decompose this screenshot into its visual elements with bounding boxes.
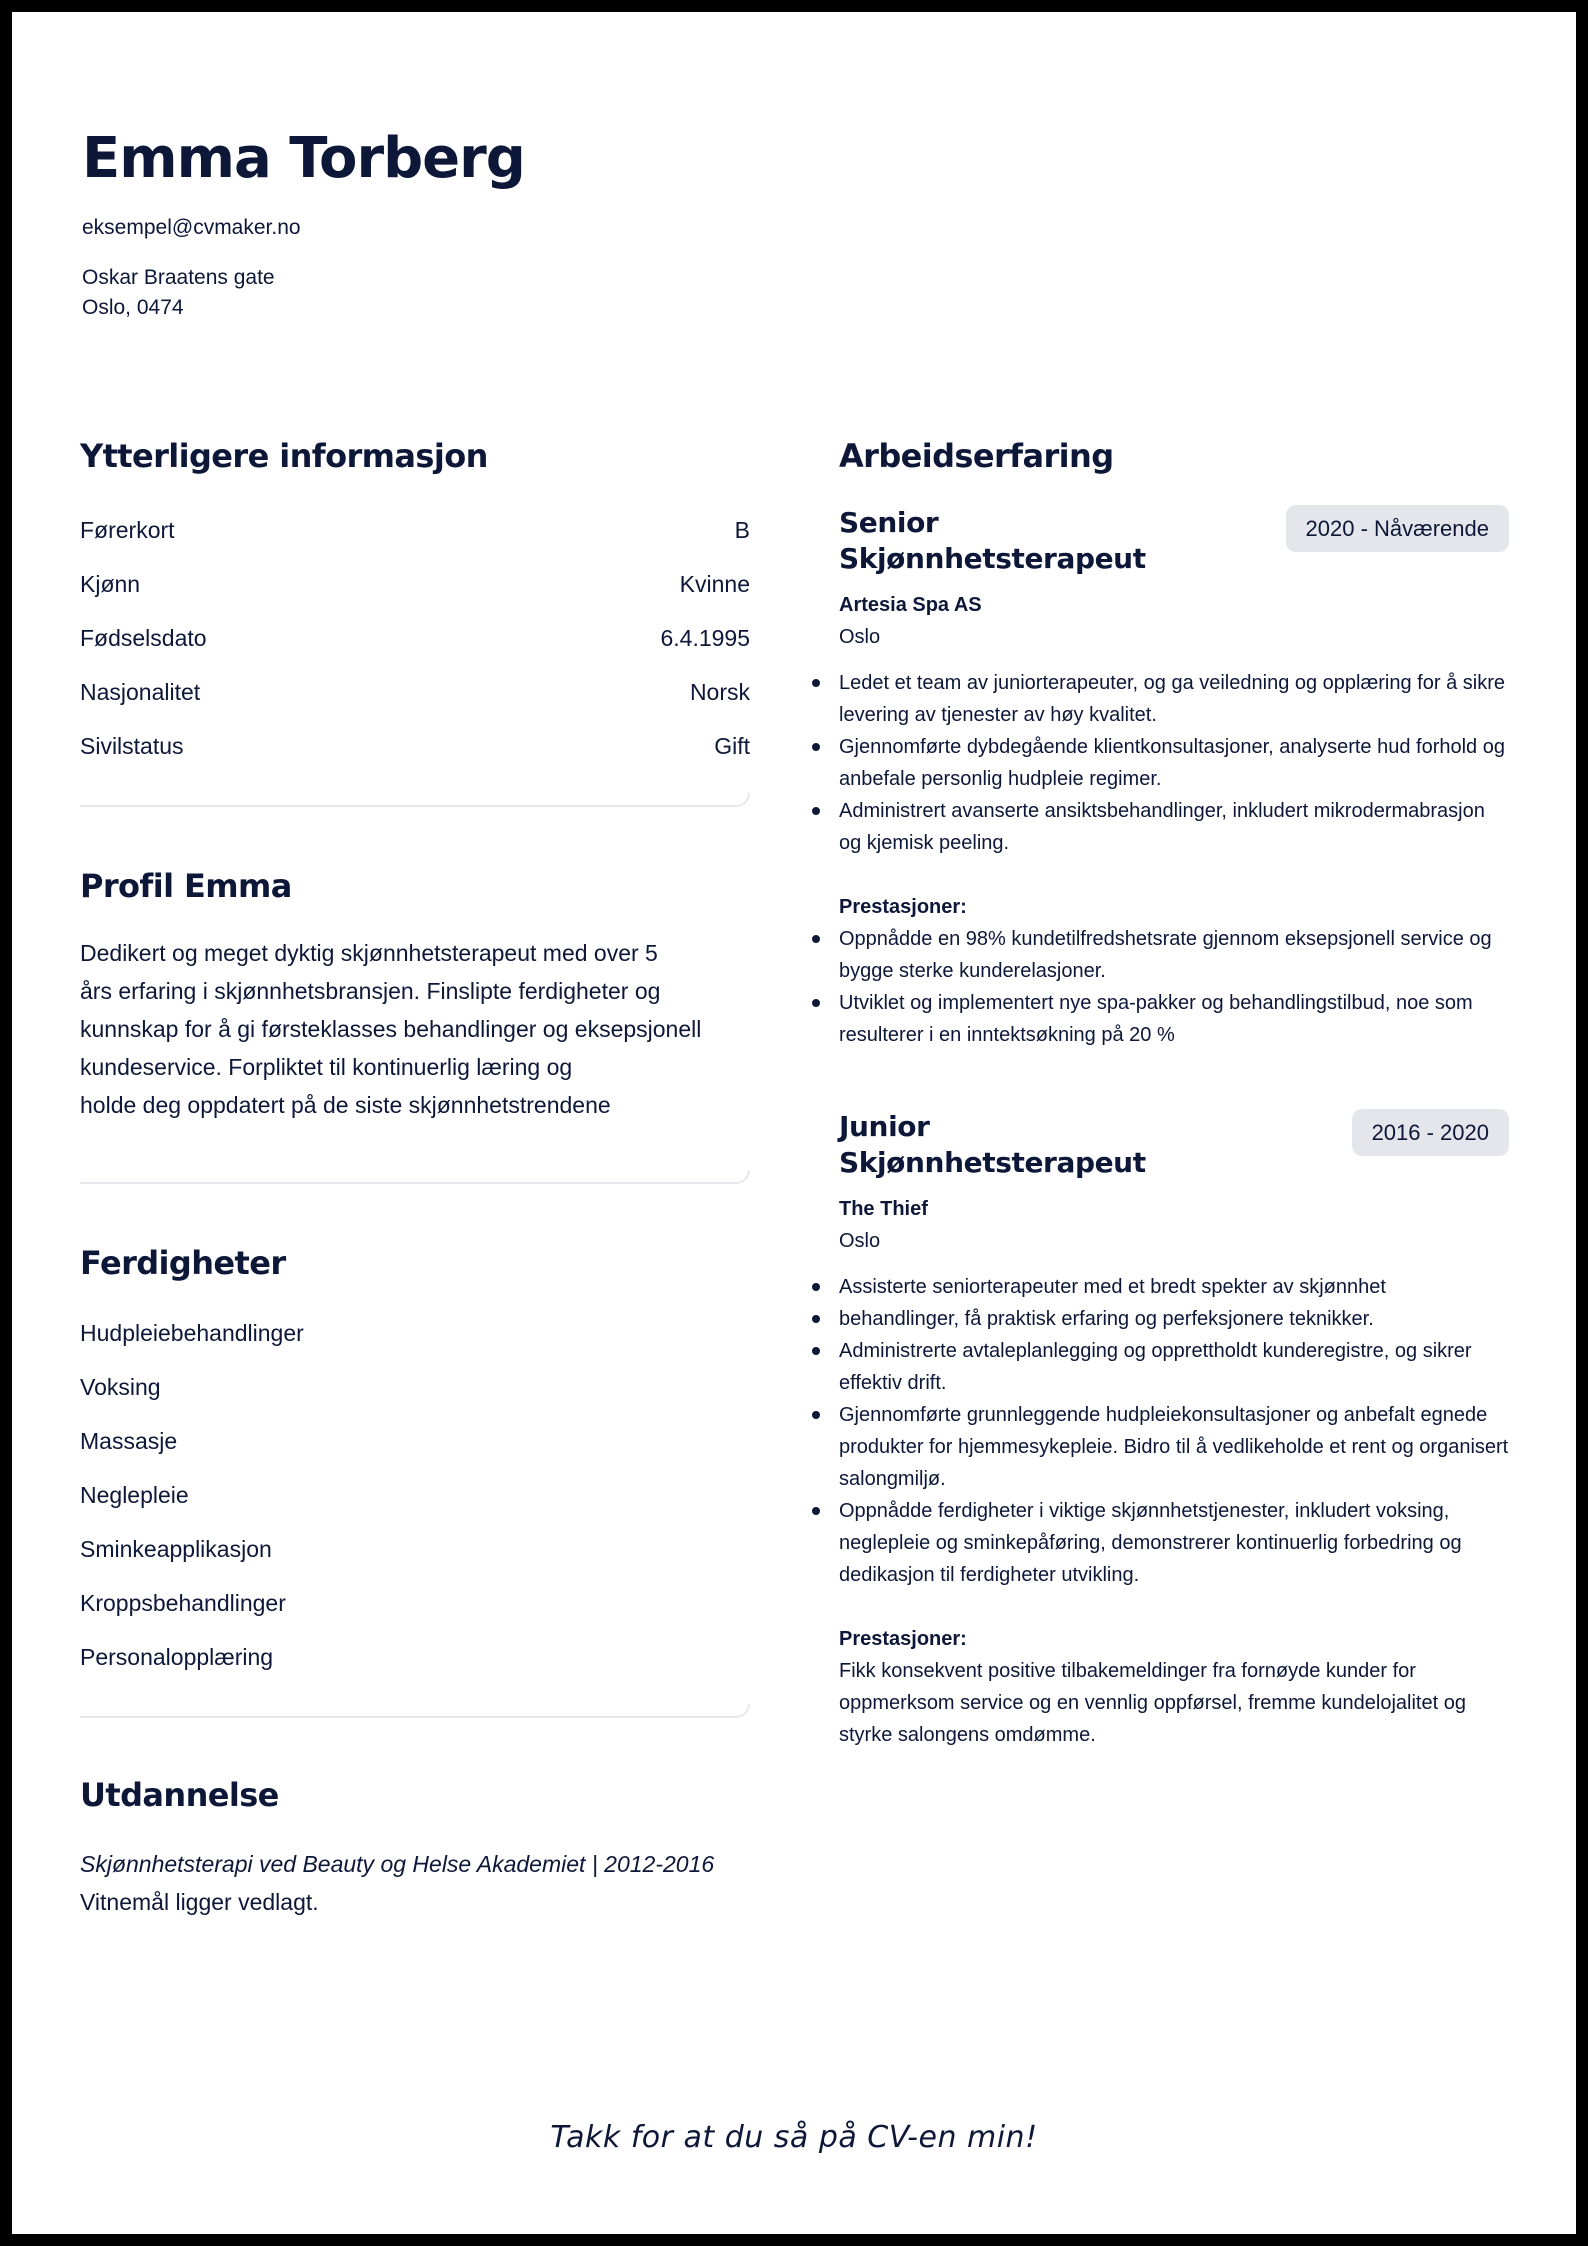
duty-item: Administrert avanserte ansiktsbehandlinger, inkludert mikrodermabrasjon og kjemisk peeling. — [839, 795, 1509, 859]
info-row-gender — [80, 557, 750, 611]
period-badge: 2016 - 2020 — [1352, 1109, 1509, 1156]
achievement-item: Utviklet og implementert nye spa-pakker og behandlingstilbud, noe som resulterer i en inntektsøkning på 20 % — [839, 987, 1509, 1051]
duties-list — [839, 667, 1509, 859]
info-label: Fødselsdato — [80, 625, 207, 652]
section-title-skills: Ferdigheter — [80, 1243, 286, 1282]
info-label: Førerkort — [80, 517, 175, 544]
duty-item: Administrerte avtaleplanlegging og opprettholdt kunderegistre, og sikrer effektiv drift. — [839, 1335, 1509, 1399]
skills-list — [80, 1306, 750, 1684]
education-entry: Skjønnhetsterapi ved Beauty og Helse Akademiet | 2012-2016 — [80, 1850, 715, 1877]
section-divider — [80, 793, 750, 807]
info-label: Kjønn — [80, 571, 141, 598]
info-label: Sivilstatus — [80, 733, 184, 760]
contact-info — [82, 213, 525, 323]
email: eksempel@cvmaker.no — [82, 216, 301, 240]
skills-section — [80, 1244, 750, 1718]
education-section — [80, 1776, 750, 1920]
skill-item: Massasje — [80, 1428, 178, 1455]
job-title — [839, 1109, 1169, 1181]
info-value: Norsk — [689, 679, 750, 706]
profile-line: kundeservice. Forpliktet til kontinuerlig læring og — [80, 1053, 573, 1080]
duty-item: Gjennomførte grunnleggende hudpleiekonsultasjoner og anbefalt egnede produkter for hjemmesykepleie. Bidro til å vedlikeholde et rent og organisert salongmiljø. — [839, 1399, 1509, 1495]
info-row-marital-status — [80, 719, 750, 773]
left-column — [80, 437, 750, 1921]
info-value: Gift — [714, 733, 750, 760]
duty-item: behandlinger, få praktisk erfaring og perfeksjonere teknikker. — [839, 1303, 1509, 1335]
section-title-profile: Profil Emma — [80, 867, 292, 906]
skill-item: Voksing — [80, 1374, 161, 1401]
additional-info-section — [80, 437, 750, 807]
info-row-birthdate — [80, 611, 750, 665]
info-value: Kvinne — [679, 571, 750, 598]
skill-item: Personalopplæring — [80, 1644, 274, 1671]
duties-list — [839, 1271, 1509, 1591]
cv-header — [82, 127, 525, 323]
info-list — [80, 503, 750, 773]
address-street: Oskar Braatens gate — [82, 266, 275, 290]
footer-thanks: Takk for at du så på CV-en min! — [550, 2120, 1038, 2155]
duty-item: Gjennomførte dybdegående klientkonsultasjoner, analyserte hud forhold og anbefale personlig hudpleie regimer. — [839, 731, 1509, 795]
profile-line: holde deg oppdatert på de siste skjønnhetstrendene — [80, 1091, 611, 1118]
job-header — [839, 505, 1509, 577]
profile-section — [80, 867, 750, 1183]
job-title-line: Senior — [839, 506, 939, 540]
job-header — [839, 1109, 1509, 1181]
education-note: Vitnemål ligger vedlagt. — [80, 1888, 319, 1915]
achievements-label: Prestasjoner: — [839, 896, 967, 919]
employer: Artesia Spa AS — [839, 594, 982, 617]
job-title — [839, 505, 1169, 577]
info-row-nationality — [80, 665, 750, 719]
candidate-name: Emma Torberg — [82, 126, 525, 191]
address-city: Oslo, 0474 — [82, 296, 184, 320]
achievement-text: Fikk konsekvent positive tilbakemeldinger fra fornøyde kunder for oppmerksom service og en vennlig oppførsel, fremme kundelojalitet og styrke salongens omdømme. — [839, 1660, 1466, 1747]
profile-line: års erfaring i skjønnhetsbransjen. Finslipte ferdigheter og — [80, 977, 661, 1004]
achievements-list — [839, 923, 1509, 1051]
profile-line: Dedikert og meget dyktig skjønnhetsterapeut med over 5 — [80, 939, 658, 966]
profile-line: kunnskap for å gi førsteklasses behandlinger og eksepsjonell — [80, 1015, 702, 1042]
job-entry-senior — [839, 505, 1509, 1051]
job-entry-junior — [839, 1109, 1509, 1751]
duty-item: Oppnådde ferdigheter i viktige skjønnhetstjenester, inkludert voksing, neglepleie og sminkepåføring, demonstrerer kontinuerlig forbedring og dedikasjon til ferdigheter utvikling. — [839, 1495, 1509, 1591]
duty-item: Ledet et team av juniorterapeuter, og ga veiledning og opplæring for å sikre levering av tjenester av høy kvalitet. — [839, 667, 1509, 731]
info-row-license — [80, 503, 750, 557]
skill-item: Hudpleiebehandlinger — [80, 1320, 304, 1347]
duty-item: Assisterte seniorterapeuter med et bredt spekter av skjønnhet — [839, 1271, 1509, 1303]
job-title-line: Skjønnhetsterapeut — [839, 1146, 1146, 1180]
job-title-line: Junior — [839, 1110, 930, 1144]
info-value: B — [734, 517, 750, 544]
period-badge: 2020 - Nåværende — [1286, 505, 1509, 552]
profile-text — [80, 934, 750, 1124]
job-city: Oslo — [839, 1230, 881, 1253]
info-label: Nasjonalitet — [80, 679, 201, 706]
skill-item: Neglepleie — [80, 1482, 189, 1509]
achievements-label: Prestasjoner: — [839, 1628, 967, 1651]
cv-page — [12, 12, 1576, 2234]
skill-item: Kroppsbehandlinger — [80, 1590, 286, 1617]
section-title-info: Ytterligere informasjon — [80, 437, 488, 475]
achievement-item: Oppnådde en 98% kundetilfredshetsrate gjennom eksepsjonell service og bygge sterke kunderelasjoner. — [839, 923, 1509, 987]
right-column — [839, 437, 1509, 1751]
section-divider — [80, 1704, 750, 1718]
employer: The Thief — [839, 1198, 928, 1221]
job-title-line: Skjønnhetsterapeut — [839, 542, 1146, 576]
info-value: 6.4.1995 — [660, 625, 750, 652]
section-divider — [80, 1170, 750, 1184]
section-title-education: Utdannelse — [80, 1776, 279, 1815]
job-city: Oslo — [839, 626, 881, 649]
skill-item: Sminkeapplikasjon — [80, 1536, 272, 1563]
section-title-experience: Arbeidserfaring — [839, 437, 1114, 475]
